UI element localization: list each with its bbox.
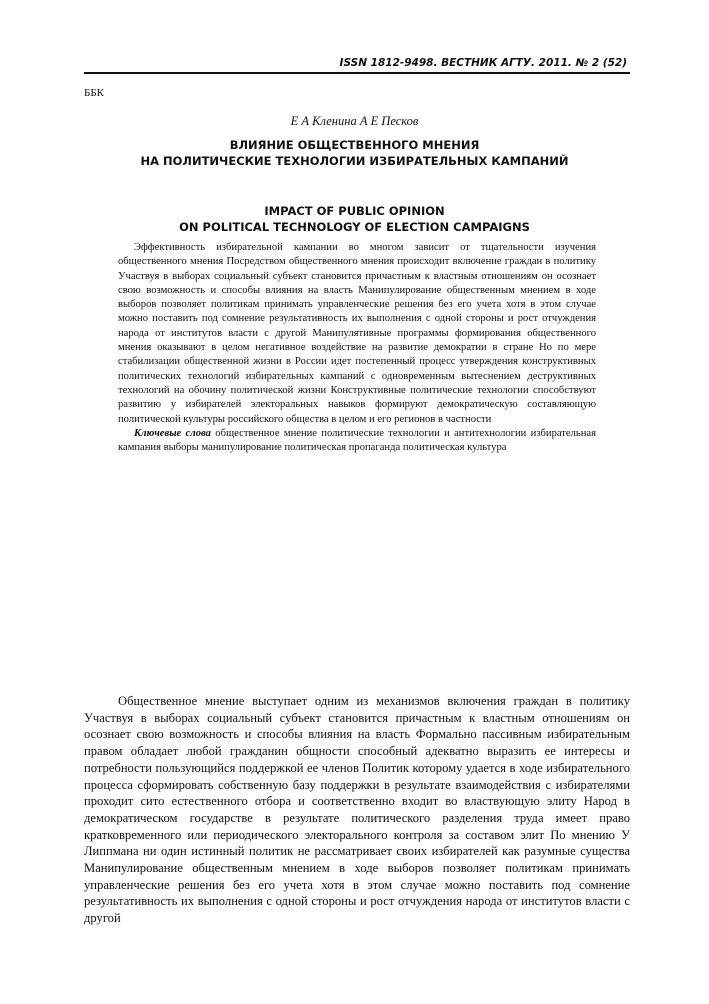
title-russian (0, 137, 709, 169)
main-text (84, 693, 630, 927)
header-rule (84, 72, 630, 74)
title-english-line-1: IMPACT OF PUBLIC OPINION (264, 204, 445, 218)
keywords-label: Ключевые слова (134, 427, 211, 439)
bbk-label: ББК (84, 87, 104, 99)
body-paragraph: Общественное мнение выступает одним из механизмов включения граждан в политику Участвуя в выборах социальный субъект становится причастным к властным отношениям он осознает свою возможность и способы влияния на власть Формально пассивным избирательным правом обладает любой гражданин общности способный адекватно выразить ее интересы и потребности пользующийся поддержкой ее членов Политик которому удается в ходе избирательного процесса сформировать собственную базу поддержки в результате взаимодействия с избирателями проходит сито естественного отбора и соответственно входит во властвующую элиту Народ в демократическом государстве в результате политического разделения труда имеет право кратковременного или периодического электорального контроля за составом элит По мнению У Липпмана ни один истинный политик не рассматривает своих избирателей как разумные существа Манипулирование общественным мнением в ходе выборов позволяет политикам принимать управленческие решения без его учета хотя в этом случае можно поставить под сомнение результативность их выполнения с одной стороны и рост отчуждения народа от институтов власти с другой (84, 694, 630, 926)
title-english-line-2: ON POLITICAL TECHNOLOGY OF ELECTION CAMPAIGNS (179, 220, 530, 234)
title-english (0, 203, 709, 235)
abstract (118, 241, 596, 455)
keywords-list: общественное мнение политические технологии и антитехнологии избирательная кампания выборы манипулирование политическая пропаганда политическая культура (118, 427, 596, 454)
running-header: ISSN 1812-9498. ВЕСТНИК АГТУ. 2011. № 2 (52) (339, 57, 627, 69)
keywords (118, 427, 596, 456)
title-russian-line-2: НА ПОЛИТИЧЕСКИЕ ТЕХНОЛОГИИ ИЗБИРАТЕЛЬНЫХ КАМПАНИЙ (140, 154, 569, 168)
authors: Е А Кленина А Е Песков (290, 114, 419, 128)
title-russian-line-1: ВЛИЯНИЕ ОБЩЕСТВЕННОГО МНЕНИЯ (229, 138, 480, 152)
abstract-text: Эффективность избирательной кампании во многом зависит от тщательности изучения общественного мнения Посредством общественного мнения происходит включение граждан в политику Участвуя в выборах социальный субъект становится причастным к властным отношениям он осознает свою возможность и способы влияния на власть Манипулирование общественным мнением в ходе выборов позволяет политикам принимать управленческие решения без его учета хотя в этом случае можно поставить под сомнение результативность их выполнения с одной стороны и рост отчуждения народа от институтов власти с другой Манипулятивные программы формирования общественного мнения оказывают в целом негативное воздействие на развитие демократии в стране Но по мере стабилизации общественной жизни в России идет постепенный процесс утверждения конструктивных политических технологий избирательных кампаний с одновременным вытеснением деструктивных технологий на обочину политической жизни Конструктивные политические технологии способствуют развитию у избирателей электоральных навыков формируют демократическую составляющую политической культуры российского общества в целом и его регионов в частности (118, 242, 596, 425)
